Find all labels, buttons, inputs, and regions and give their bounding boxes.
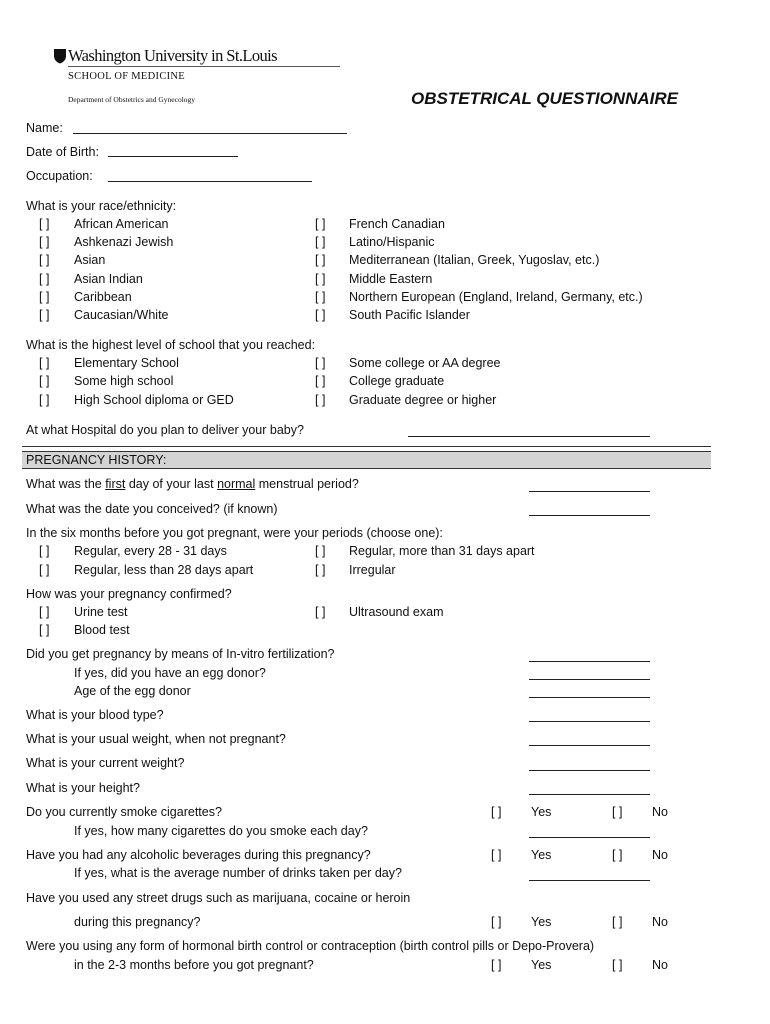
- donor-age-field[interactable]: [529, 697, 650, 698]
- race-option: South Pacific Islander: [349, 308, 470, 322]
- logo-rule: [68, 66, 340, 67]
- drinks-field[interactable]: [529, 880, 650, 881]
- periods-checkbox[interactable]: [ ]: [315, 544, 326, 558]
- egg-donor-question: If yes, did you have an egg donor?: [74, 666, 266, 680]
- race-option: Ashkenazi Jewish: [74, 235, 174, 249]
- dob-label: Date of Birth:: [26, 145, 99, 159]
- drugs-yes-checkbox[interactable]: [ ]: [491, 915, 502, 929]
- pregnancy-history-header: [22, 451, 711, 469]
- egg-donor-field[interactable]: [529, 679, 650, 680]
- current-weight-field[interactable]: [529, 770, 650, 771]
- birth-control-yes-checkbox[interactable]: [ ]: [491, 958, 502, 972]
- school-checkbox[interactable]: [ ]: [39, 356, 50, 370]
- lmp-field[interactable]: [529, 491, 650, 492]
- school-option: Some high school: [74, 374, 174, 388]
- race-question: What is your race/ethnicity:: [26, 199, 177, 213]
- drugs-question: Have you used any street drugs such as marijuana, cocaine or heroin: [26, 891, 411, 905]
- school-checkbox[interactable]: [ ]: [39, 393, 50, 407]
- periods-question: In the six months before you got pregnant, were your periods (choose one):: [26, 526, 443, 540]
- race-checkbox[interactable]: [ ]: [39, 308, 50, 322]
- conceived-field[interactable]: [529, 515, 650, 516]
- name-field[interactable]: [73, 133, 347, 134]
- section-title: PREGNANCY HISTORY:: [26, 453, 167, 467]
- hospital-field[interactable]: [408, 436, 650, 437]
- height-field[interactable]: [529, 794, 650, 795]
- alcohol-question: Have you had any alcoholic beverages during this pregnancy?: [26, 848, 371, 862]
- school-checkbox[interactable]: [ ]: [315, 374, 326, 388]
- race-checkbox[interactable]: [ ]: [315, 217, 326, 231]
- periods-option: Regular, more than 31 days apart: [349, 544, 535, 558]
- usual-weight-field[interactable]: [529, 745, 650, 746]
- university-shield-icon: [53, 48, 67, 64]
- birth-control-question: Were you using any form of hormonal birth control or contraception (birth control pills or Depo-Provera): [26, 939, 595, 953]
- blood-type-question: What is your blood type?: [26, 708, 164, 722]
- lmp-question: What was the first day of your last normal menstrual period?: [26, 477, 359, 491]
- smoke-no-label: No: [652, 805, 668, 819]
- confirmed-option: Ultrasound exam: [349, 605, 444, 619]
- height-question: What is your height?: [26, 781, 140, 795]
- race-option: Latino/Hispanic: [349, 235, 435, 249]
- usual-weight-question: What is your usual weight, when not pregnant?: [26, 732, 286, 746]
- school-option: Some college or AA degree: [349, 356, 501, 370]
- smoke-no-checkbox[interactable]: [ ]: [612, 805, 623, 819]
- school-option: Graduate degree or higher: [349, 393, 497, 407]
- school-name: SCHOOL OF MEDICINE: [68, 71, 186, 82]
- race-option: Asian Indian: [74, 272, 143, 286]
- periods-checkbox[interactable]: [ ]: [315, 563, 326, 577]
- birth-control-sub: in the 2-3 months before you got pregnant?: [74, 958, 314, 972]
- drugs-no-checkbox[interactable]: [ ]: [612, 915, 623, 929]
- drugs-sub: during this pregnancy?: [74, 915, 201, 929]
- donor-age-question: Age of the egg donor: [74, 684, 191, 698]
- department-name: Department of Obstetrics and Gynecology: [68, 95, 196, 104]
- cigarettes-question: If yes, how many cigarettes do you smoke each day?: [74, 824, 368, 838]
- race-checkbox[interactable]: [ ]: [315, 308, 326, 322]
- dob-field[interactable]: [108, 156, 238, 157]
- cigarettes-field[interactable]: [529, 837, 650, 838]
- periods-option: Irregular: [349, 563, 396, 577]
- occupation-label: Occupation:: [26, 169, 93, 183]
- smoke-question: Do you currently smoke cigarettes?: [26, 805, 222, 819]
- race-checkbox[interactable]: [ ]: [315, 253, 326, 267]
- birth-control-no-checkbox[interactable]: [ ]: [612, 958, 623, 972]
- race-checkbox[interactable]: [ ]: [315, 235, 326, 249]
- race-checkbox[interactable]: [ ]: [39, 235, 50, 249]
- alcohol-no-label: No: [652, 848, 668, 862]
- university-name: Washington University in St.Louis: [68, 46, 277, 65]
- race-option: Middle Eastern: [349, 272, 433, 286]
- ivf-question: Did you get pregnancy by means of In-vitro fertilization?: [26, 647, 335, 661]
- school-option: High School diploma or GED: [74, 393, 234, 407]
- conceived-question: What was the date you conceived? (if known): [26, 502, 278, 516]
- school-question: What is the highest level of school that you reached:: [26, 338, 316, 352]
- race-checkbox[interactable]: [ ]: [39, 217, 50, 231]
- birth-control-yes-label: Yes: [531, 958, 552, 972]
- periods-option: Regular, every 28 - 31 days: [74, 544, 227, 558]
- periods-checkbox[interactable]: [ ]: [39, 563, 50, 577]
- confirmed-checkbox[interactable]: [ ]: [315, 605, 326, 619]
- drinks-question: If yes, what is the average number of drinks taken per day?: [74, 866, 402, 880]
- race-option: Mediterranean (Italian, Greek, Yugoslav, etc.): [349, 253, 600, 267]
- confirmed-checkbox[interactable]: [ ]: [39, 623, 50, 637]
- confirmed-option: Blood test: [74, 623, 130, 637]
- periods-option: Regular, less than 28 days apart: [74, 563, 254, 577]
- school-option: College graduate: [349, 374, 445, 388]
- race-option: African American: [74, 217, 169, 231]
- alcohol-no-checkbox[interactable]: [ ]: [612, 848, 623, 862]
- race-option: French Canadian: [349, 217, 445, 231]
- school-option: Elementary School: [74, 356, 179, 370]
- race-checkbox[interactable]: [ ]: [315, 290, 326, 304]
- school-checkbox[interactable]: [ ]: [315, 356, 326, 370]
- smoke-yes-label: Yes: [531, 805, 552, 819]
- occupation-field[interactable]: [108, 181, 312, 182]
- hospital-question: At what Hospital do you plan to deliver your baby?: [26, 423, 304, 437]
- race-checkbox[interactable]: [ ]: [315, 272, 326, 286]
- race-checkbox[interactable]: [ ]: [39, 272, 50, 286]
- race-option: Caribbean: [74, 290, 132, 304]
- race-option: Caucasian/White: [74, 308, 169, 322]
- confirmed-option: Urine test: [74, 605, 128, 619]
- race-checkbox[interactable]: [ ]: [39, 253, 50, 267]
- ivf-field[interactable]: [529, 661, 650, 662]
- alcohol-yes-checkbox[interactable]: [ ]: [491, 848, 502, 862]
- race-option: Asian: [74, 253, 106, 267]
- drugs-no-label: No: [652, 915, 668, 929]
- birth-control-no-label: No: [652, 958, 668, 972]
- confirmed-question: How was your pregnancy confirmed?: [26, 587, 232, 601]
- confirmed-checkbox[interactable]: [ ]: [39, 605, 50, 619]
- race-checkbox[interactable]: [ ]: [39, 290, 50, 304]
- name-label: Name:: [26, 121, 63, 135]
- race-option: Northern European (England, Ireland, Germany, etc.): [349, 290, 643, 304]
- section-divider: [22, 446, 711, 447]
- periods-checkbox[interactable]: [ ]: [39, 544, 50, 558]
- current-weight-question: What is your current weight?: [26, 756, 185, 770]
- page-title: OBSTETRICAL QUESTIONNAIRE: [411, 89, 678, 108]
- smoke-yes-checkbox[interactable]: [ ]: [491, 805, 502, 819]
- school-checkbox[interactable]: [ ]: [315, 393, 326, 407]
- alcohol-yes-label: Yes: [531, 848, 552, 862]
- blood-type-field[interactable]: [529, 721, 650, 722]
- school-checkbox[interactable]: [ ]: [39, 374, 50, 388]
- drugs-yes-label: Yes: [531, 915, 552, 929]
